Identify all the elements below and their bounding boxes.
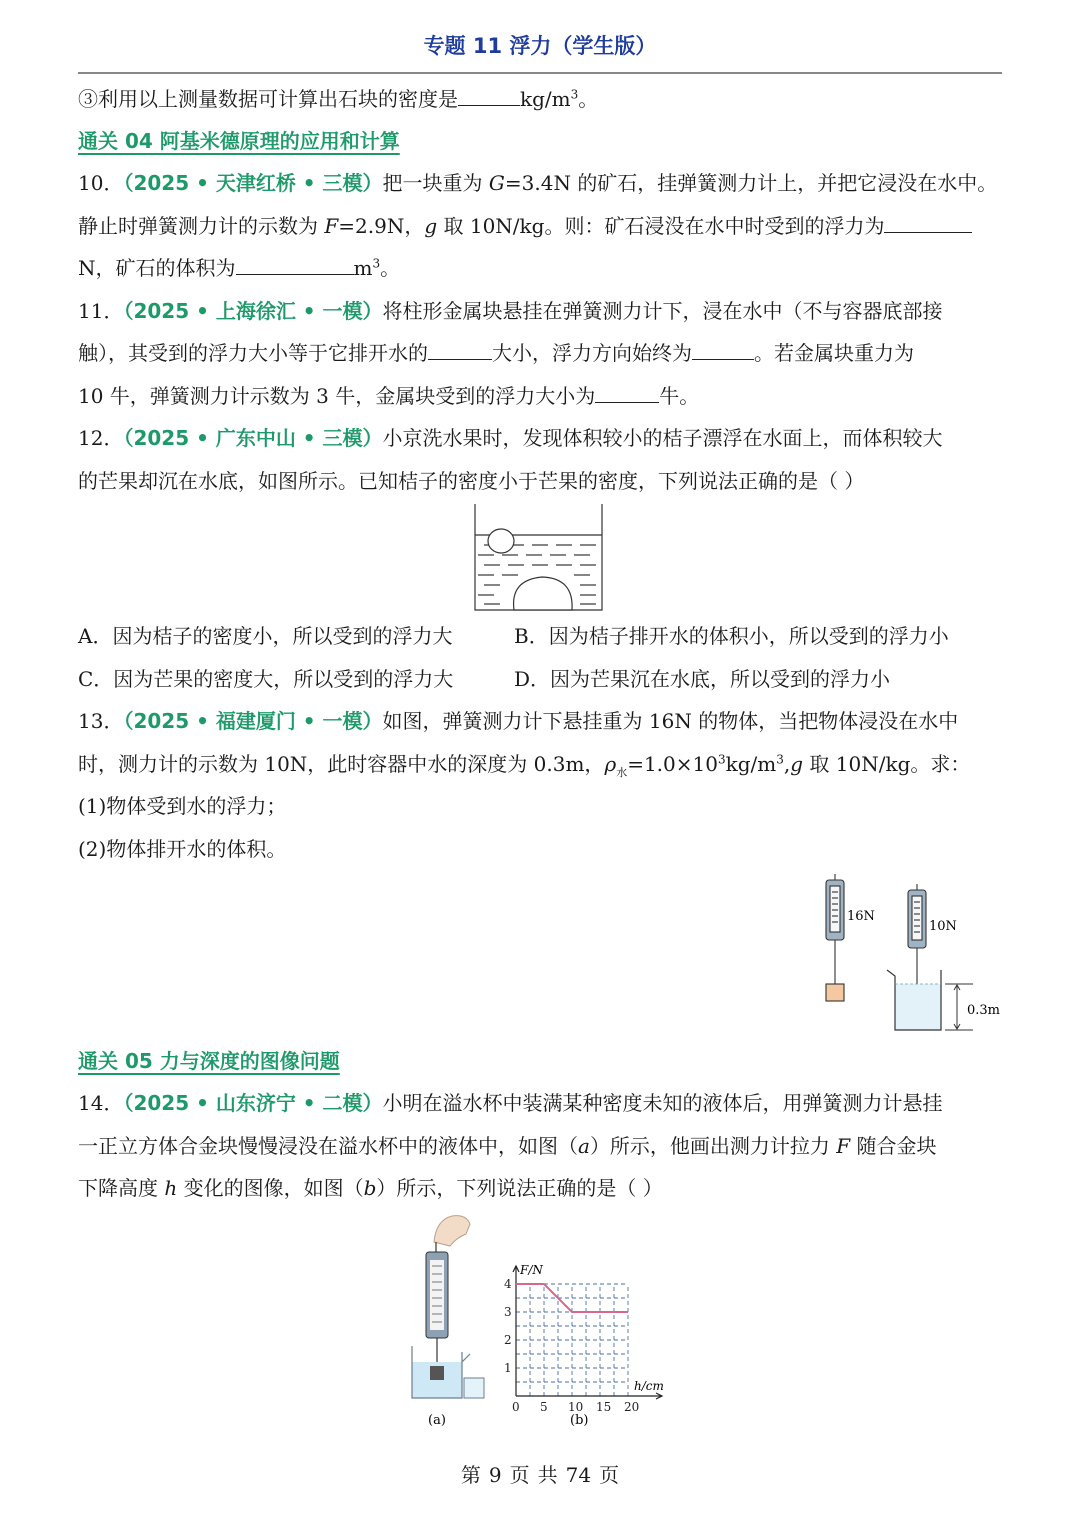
chart-grid (516, 1284, 628, 1396)
hand-icon (434, 1216, 470, 1246)
y-tick-label: 1 (504, 1361, 512, 1375)
q13-source: （2025 • 福建厦门 • 一模） (123, 709, 383, 733)
orange-shape (488, 529, 514, 553)
q11-line3: 10 牛，弹簧测力计示数为 3 牛，金属块受到的浮力大小为 牛。 (78, 381, 1002, 411)
scale2-label: 10N (929, 919, 957, 934)
fig-b-caption: (b) (570, 1413, 589, 1428)
page-footer: 第 9 页 共 74 页 (460, 1463, 620, 1487)
depth-label: 0.3m (967, 1003, 1001, 1018)
q12-line2: 的芒果却沉在水底，如图所示。已知桔子的密度小于芒果的密度，下列说法正确的是（ ） (78, 469, 865, 493)
q11-source: （2025 • 上海徐汇 • 一模） (123, 299, 383, 323)
q12-beaker-figure (470, 500, 610, 616)
q13-line2: 时，测力计的示数为 10N，此时容器中水的深度为 0.3m，$\rho_水=1.0\times 10^3kg/m^3,g$ 取 10N/kg。求： (78, 752, 971, 779)
q13-sub1: (1)物体受到水的浮力； (78, 794, 287, 818)
q13-spring-scale-figure (815, 872, 1015, 1037)
q14-line2: 一正立方体合金块慢慢浸没在溢水杯中的液体中，如图（a）所示，他画出测力计拉力 F 随合金块 (78, 1134, 937, 1158)
mango-shape (514, 577, 573, 610)
q12-option-d: D．因为芒果沉在水底，所以受到的浮力小 (514, 667, 891, 691)
page-number: 9 (488, 1463, 502, 1487)
q12-option-b: B．因为桔子排开水的体积小，所以受到的浮力小 (514, 624, 949, 648)
y-tick-label: 2 (504, 1333, 512, 1347)
q14-source: （2025 • 山东济宁 • 二模） (123, 1091, 383, 1115)
q11-blank-1 (428, 338, 492, 360)
page-header: 专题 11 浮力（学生版） (423, 34, 657, 58)
q10-line1: 10．（2025 • 天津红桥 • 三模）把一块重为 G=3.4N 的矿石，挂弹簧测力计上，并把它浸没在水中。 (78, 171, 998, 195)
q10-line2: 静止时弹簧测力计的示数为 F=2.9N，g 取 10N/kg。则：矿石浸没在水中时受到的浮力为 (78, 211, 1002, 241)
section-04-title: 通关 04 阿基米德原理的应用和计算 (78, 129, 400, 153)
q12-option-c: C．因为芒果的密度大，所以受到的浮力大 (78, 667, 454, 691)
prev-question-line: ③利用以上测量数据可计算出石块的密度是 $kg/m^3$。 (78, 84, 1002, 114)
q11-line2: 触），其受到的浮力大小等于它排开水的 大小，浮力方向始终为 。若金属块重力为 (78, 338, 1002, 368)
y-tick-label: 4 (504, 1277, 512, 1291)
q12-source: （2025 • 广东中山 • 三模） (123, 426, 383, 450)
q10-blank-2 (236, 253, 354, 275)
q14-figure-a (400, 1212, 500, 1434)
x-tick-label: 15 (596, 1400, 612, 1414)
scale1-label: 16N (847, 909, 875, 924)
q14-line3: 下降高度 h 变化的图像，如图（b）所示，下列说法正确的是（ ） (78, 1176, 663, 1200)
q10-source: （2025 • 天津红桥 • 三模） (123, 171, 383, 195)
q13-sub2: (2)物体排开水的体积。 (78, 837, 287, 861)
header-divider (78, 72, 1002, 74)
q13-line1: 13．（2025 • 福建厦门 • 一模）如图，弹簧测力计下悬挂重为 16N 的物体，当把物体浸没在水中 (78, 709, 959, 733)
q11-blank-2 (692, 338, 754, 360)
q11-line1: 11．（2025 • 上海徐汇 • 一模）将柱形金属块悬挂在弹簧测力计下，浸在水中（不与容器底部接 (78, 299, 943, 323)
x-tick-label: 10 (568, 1400, 584, 1414)
q14-line1: 14．（2025 • 山东济宁 • 二模）小明在溢水杯中装满某种密度未知的液体后，用弹簧测力计悬挂 (78, 1091, 943, 1115)
x-tick-label: 20 (624, 1400, 640, 1414)
x-tick-label: 0 (512, 1400, 520, 1414)
q12-option-a: A．因为桔子的密度小，所以受到的浮力大 (78, 624, 453, 648)
q12-options-row2 (78, 664, 1002, 694)
x-tick-label: 5 (540, 1400, 548, 1414)
q12-line1: 12．（2025 • 广东中山 • 三模）小京洗水果时，发现体积较小的桔子漂浮在水面上，而体积较大 (78, 426, 943, 450)
page-total: 74 (565, 1463, 592, 1487)
fig-a-caption: (a) (428, 1413, 446, 1428)
q12-options-row1 (78, 621, 1002, 651)
x-axis-label: h/cm (634, 1379, 664, 1393)
q11-blank-3 (595, 381, 659, 403)
y-axis-label: F/N (520, 1263, 543, 1277)
q14-figure-b-chart (496, 1256, 676, 1436)
section-05-title: 通关 05 力与深度的图像问题 (78, 1049, 340, 1073)
q10-line3: N，矿石的体积为 $m^3$。 (78, 253, 1002, 283)
q10-blank-1 (884, 211, 972, 233)
y-tick-label: 3 (504, 1305, 512, 1319)
